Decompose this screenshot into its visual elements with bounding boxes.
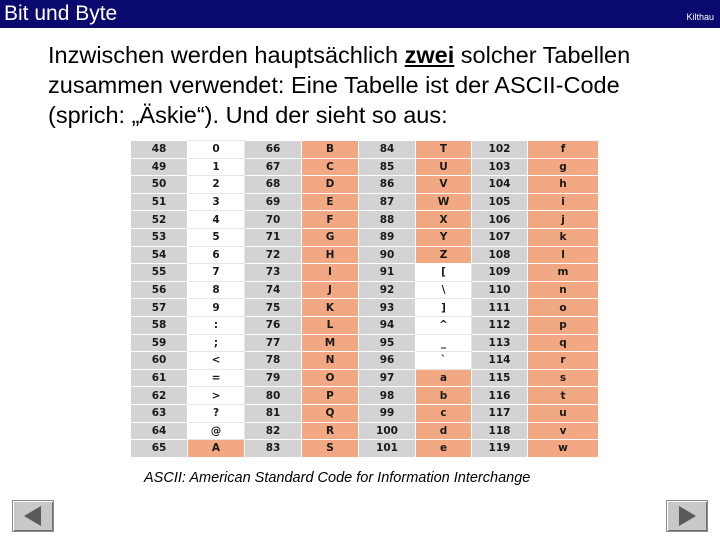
table-cell: 107	[472, 228, 528, 246]
table-caption: ASCII: American Standard Code for Information Interchange	[144, 470, 531, 486]
table-cell: o	[528, 299, 599, 317]
table-row	[131, 246, 599, 264]
table-cell: i	[528, 193, 599, 211]
table-cell: V	[416, 176, 472, 194]
table-cell: c	[416, 404, 472, 422]
table-cell: w	[528, 440, 599, 458]
table-cell: W	[416, 193, 472, 211]
table-cell: r	[528, 352, 599, 370]
table-cell: s	[528, 369, 599, 387]
table-cell: p	[528, 316, 599, 334]
ascii-table-body	[131, 141, 599, 458]
table-cell: 51	[131, 193, 188, 211]
table-cell: 97	[359, 369, 416, 387]
table-row	[131, 158, 599, 176]
intro-text-before: Inzwischen werden hauptsächlich	[48, 42, 405, 68]
table-cell: 61	[131, 369, 188, 387]
table-cell: 113	[472, 334, 528, 352]
table-cell: N	[302, 352, 359, 370]
table-cell: 88	[359, 211, 416, 229]
table-cell: 75	[245, 299, 302, 317]
intro-highlight: zwei	[404, 42, 455, 68]
table-cell: C	[302, 158, 359, 176]
table-cell: 5	[188, 228, 245, 246]
table-cell: 50	[131, 176, 188, 194]
table-cell: 106	[472, 211, 528, 229]
table-cell: 109	[472, 264, 528, 282]
table-cell: l	[528, 246, 599, 264]
table-cell: 80	[245, 387, 302, 405]
table-cell: 57	[131, 299, 188, 317]
table-cell: O	[302, 369, 359, 387]
table-cell: 117	[472, 404, 528, 422]
table-cell: 79	[245, 369, 302, 387]
table-cell: 59	[131, 334, 188, 352]
table-cell: 101	[359, 440, 416, 458]
table-cell: 85	[359, 158, 416, 176]
table-cell: 99	[359, 404, 416, 422]
table-cell: 100	[359, 422, 416, 440]
table-cell: 111	[472, 299, 528, 317]
table-row	[131, 264, 599, 282]
table-cell: 78	[245, 352, 302, 370]
intro-paragraph	[48, 40, 688, 130]
table-cell: 60	[131, 352, 188, 370]
table-cell: 96	[359, 352, 416, 370]
table-cell: 115	[472, 369, 528, 387]
triangle-left-icon	[13, 501, 53, 531]
table-cell: 92	[359, 281, 416, 299]
table-cell: @	[188, 422, 245, 440]
table-cell: 104	[472, 176, 528, 194]
table-cell: 54	[131, 246, 188, 264]
table-cell: ]	[416, 299, 472, 317]
table-cell: 64	[131, 422, 188, 440]
table-cell: 94	[359, 316, 416, 334]
table-cell: 89	[359, 228, 416, 246]
table-row	[131, 228, 599, 246]
table-cell: I	[302, 264, 359, 282]
table-cell: 103	[472, 158, 528, 176]
table-cell: 77	[245, 334, 302, 352]
table-cell: f	[528, 141, 599, 159]
table-row	[131, 141, 599, 159]
table-cell: 66	[245, 141, 302, 159]
table-cell: b	[416, 387, 472, 405]
table-cell: <	[188, 352, 245, 370]
table-row	[131, 440, 599, 458]
table-cell: 56	[131, 281, 188, 299]
table-cell: E	[302, 193, 359, 211]
table-row	[131, 211, 599, 229]
table-cell: _	[416, 334, 472, 352]
table-cell: 8	[188, 281, 245, 299]
table-cell: 63	[131, 404, 188, 422]
table-cell: 52	[131, 211, 188, 229]
table-cell: G	[302, 228, 359, 246]
table-cell: 3	[188, 193, 245, 211]
table-cell: 91	[359, 264, 416, 282]
ascii-table	[130, 140, 599, 458]
table-cell: 81	[245, 404, 302, 422]
table-cell: j	[528, 211, 599, 229]
table-cell: 4	[188, 211, 245, 229]
table-cell: H	[302, 246, 359, 264]
table-cell: T	[416, 141, 472, 159]
table-row	[131, 387, 599, 405]
table-cell: 118	[472, 422, 528, 440]
intro-text-after: solcher Tabellen zusammen verwendet: Eine Tabelle ist der ASCII-Code (sprich: „Äskie“). Und der sieht so aus:	[48, 42, 631, 128]
table-cell: 67	[245, 158, 302, 176]
table-cell: 48	[131, 141, 188, 159]
table-cell: P	[302, 387, 359, 405]
table-cell: k	[528, 228, 599, 246]
table-cell: :	[188, 316, 245, 334]
table-cell: 73	[245, 264, 302, 282]
table-cell: `	[416, 352, 472, 370]
table-cell: R	[302, 422, 359, 440]
table-cell: q	[528, 334, 599, 352]
table-cell: 108	[472, 246, 528, 264]
table-cell: 105	[472, 193, 528, 211]
table-cell: J	[302, 281, 359, 299]
table-cell: \	[416, 281, 472, 299]
table-cell: X	[416, 211, 472, 229]
table-cell: 68	[245, 176, 302, 194]
table-row	[131, 193, 599, 211]
table-cell: ?	[188, 404, 245, 422]
table-cell: F	[302, 211, 359, 229]
table-cell: 1	[188, 158, 245, 176]
table-cell: n	[528, 281, 599, 299]
table-cell: K	[302, 299, 359, 317]
table-cell: a	[416, 369, 472, 387]
table-cell: 49	[131, 158, 188, 176]
table-cell: 71	[245, 228, 302, 246]
author-label: Kilthau	[686, 12, 714, 22]
table-cell: Y	[416, 228, 472, 246]
table-cell: >	[188, 387, 245, 405]
table-cell: 84	[359, 141, 416, 159]
table-cell: e	[416, 440, 472, 458]
table-cell: ^	[416, 316, 472, 334]
next-slide-button[interactable]	[666, 500, 708, 532]
table-cell: 72	[245, 246, 302, 264]
table-row	[131, 352, 599, 370]
table-row	[131, 404, 599, 422]
table-cell: L	[302, 316, 359, 334]
table-cell: 62	[131, 387, 188, 405]
table-row	[131, 316, 599, 334]
table-cell: M	[302, 334, 359, 352]
table-cell: 7	[188, 264, 245, 282]
table-cell: [	[416, 264, 472, 282]
table-cell: 112	[472, 316, 528, 334]
table-cell: 102	[472, 141, 528, 159]
table-cell: 114	[472, 352, 528, 370]
table-cell: t	[528, 387, 599, 405]
slide-title: Bit und Byte	[4, 2, 118, 25]
table-cell: 95	[359, 334, 416, 352]
table-cell: m	[528, 264, 599, 282]
table-cell: h	[528, 176, 599, 194]
table-cell: 2	[188, 176, 245, 194]
table-cell: v	[528, 422, 599, 440]
table-row	[131, 369, 599, 387]
table-cell: 65	[131, 440, 188, 458]
previous-slide-button[interactable]	[12, 500, 54, 532]
table-cell: A	[188, 440, 245, 458]
table-row	[131, 299, 599, 317]
table-cell: g	[528, 158, 599, 176]
table-row	[131, 334, 599, 352]
table-cell: =	[188, 369, 245, 387]
table-cell: d	[416, 422, 472, 440]
table-cell: 116	[472, 387, 528, 405]
table-cell: 86	[359, 176, 416, 194]
table-cell: 58	[131, 316, 188, 334]
table-cell: U	[416, 158, 472, 176]
table-cell: 119	[472, 440, 528, 458]
table-cell: 76	[245, 316, 302, 334]
table-cell: Q	[302, 404, 359, 422]
table-cell: 53	[131, 228, 188, 246]
table-cell: Z	[416, 246, 472, 264]
table-row	[131, 422, 599, 440]
table-cell: 6	[188, 246, 245, 264]
triangle-right-icon	[667, 501, 707, 531]
table-cell: 98	[359, 387, 416, 405]
table-cell: 93	[359, 299, 416, 317]
table-cell: 87	[359, 193, 416, 211]
table-cell: B	[302, 141, 359, 159]
table-cell: ;	[188, 334, 245, 352]
table-cell: 74	[245, 281, 302, 299]
table-cell: 90	[359, 246, 416, 264]
table-cell: S	[302, 440, 359, 458]
table-cell: 9	[188, 299, 245, 317]
table-row	[131, 176, 599, 194]
table-cell: 0	[188, 141, 245, 159]
table-cell: 70	[245, 211, 302, 229]
table-row	[131, 281, 599, 299]
table-cell: 82	[245, 422, 302, 440]
table-cell: u	[528, 404, 599, 422]
table-cell: 55	[131, 264, 188, 282]
table-cell: 69	[245, 193, 302, 211]
title-bar	[0, 0, 720, 28]
table-cell: D	[302, 176, 359, 194]
table-cell: 110	[472, 281, 528, 299]
table-cell: 83	[245, 440, 302, 458]
